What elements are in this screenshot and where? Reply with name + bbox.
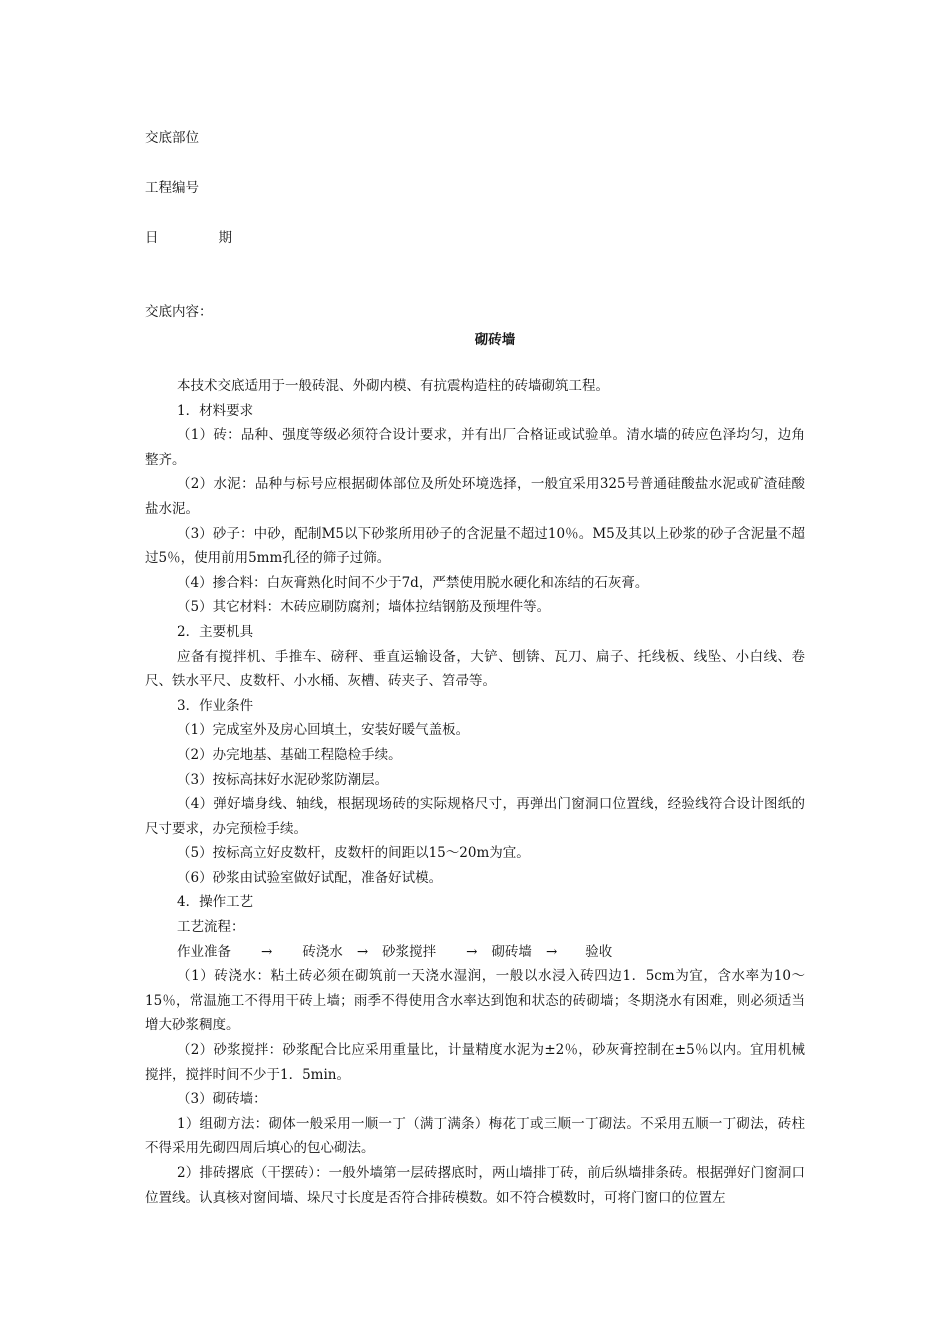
paragraph: 应备有搅拌机、手推车、磅秤、垂直运输设备，大铲、刨锛、瓦刀、扁子、托线板、线坠、小白线、卷尺、铁水平尺、皮数杆、小水桶、灰槽、砖夹子、笤帚等。: [145, 648, 805, 690]
process-flow: [145, 940, 805, 965]
paragraph: 1）组砌方法：砌体一般采用一顺一丁（满丁满条）梅花丁或三顺一丁砌法。不采用五顺一丁砌法，砖柱不得采用先砌四周后填心的包心砌法。: [145, 1115, 805, 1157]
paragraph: （3）按标高抹好水泥砂浆防潮层。: [177, 771, 389, 788]
paragraph: （2）砂浆搅拌：砂浆配合比应采用重量比，计量精度水泥为±2％，砂灰膏控制在±5％以内。宜用机械搅拌，搅拌时间不少于1．5min。: [145, 1042, 805, 1083]
paragraph: （1）砖：品种、强度等级必须符合设计要求，并有出厂合格证或试验单。清水墙的砖应色泽均匀，边角整齐。: [145, 427, 805, 468]
section-heading: 2．主要机具: [177, 623, 254, 640]
paragraph: （2）水泥：品种与标号应根据砌体部位及所处环境选择，一般宜采用325号普通硅酸盐水泥或矿渣硅酸盐水泥。: [145, 476, 805, 517]
paragraph: （4）弹好墙身线、轴线，根据现场砖的实际规格尺寸，再弹出门窗洞口位置线，经验线符合设计图纸的尺寸要求，办完预检手续。: [145, 796, 805, 837]
location-label: 交底部位: [145, 130, 199, 146]
date-label: [145, 228, 232, 248]
paragraph: （3）砌砖墙：: [177, 1091, 267, 1108]
paragraph: （1）完成室外及房心回填土，安装好暖气盖板。: [177, 722, 470, 739]
flow-step: 砂浆搅拌: [382, 943, 437, 960]
date-label-char-2: 期: [218, 230, 232, 246]
content-label: 交底内容：: [145, 304, 213, 320]
paragraph: （3）砂子：中砂，配制M5以下砂浆所用砂子的含泥量不超过10％。M5及其以上砂浆的砂子含泥量不超过5％，使用前用5mm孔径的筛子过筛。: [145, 525, 805, 567]
flow-step: 作业准备: [177, 943, 231, 960]
flow-step: 验收: [585, 943, 613, 960]
flow-step: 砌砖墙: [491, 943, 532, 960]
section-heading: 4．操作工艺: [177, 894, 254, 911]
paragraph: （1）砖浇水：粘土砖必须在砌筑前一天浇水湿润，一般以水浸入砖四边1．5cm为宜，含水率为10～15％，常温施工不得用干砖上墙；雨季不得使用含水率达到饱和状态的砖砌墙；冬期浇水有困难，则必须适当增大砂浆稠度。: [145, 968, 805, 1034]
date-label-char-1: 日: [145, 230, 159, 246]
project-number-label: 工程编号: [145, 180, 199, 196]
flow-arrow: →: [261, 943, 273, 960]
paragraph: （4）掺合料：白灰膏熟化时间不少于7d，严禁使用脱水硬化和冻结的石灰膏。: [177, 574, 649, 591]
paragraph: 2）排砖撂底（干摆砖）：一般外墙第一层砖撂底时，两山墙排丁砖，前后纵墙排条砖。根据弹好门窗洞口位置线。认真核对窗间墙、垛尺寸长度是否符合排砖模数。如不符合模数时，可将门窗口的位置左: [145, 1165, 805, 1206]
flow-arrow: →: [356, 943, 369, 960]
section-heading: 3．作业条件: [177, 697, 254, 714]
paragraph: （6）砂浆由试验室做好试配，准备好试模。: [177, 869, 443, 886]
flow-arrow: →: [466, 943, 478, 960]
flow-arrow: →: [545, 943, 558, 960]
paragraph: 本技术交底适用于一般砖混、外砌内模、有抗震构造柱的砖墙砌筑工程。: [177, 378, 609, 394]
paragraph: 工艺流程：: [177, 919, 245, 936]
paragraph: （2）办完地基、基础工程隐检手续。: [177, 746, 402, 763]
flow-step: 砖浇水: [302, 943, 343, 960]
section-heading: 1．材料要求: [177, 402, 254, 419]
paragraph: （5）其它材料：木砖应刷防腐剂；墙体拉结钢筋及预埋件等。: [177, 599, 551, 616]
paragraph: （5）按标高立好皮数杆，皮数杆的间距以15～20m为宜。: [177, 845, 530, 862]
document-title: 砌砖墙: [474, 332, 516, 348]
document-body: [145, 374, 805, 1210]
